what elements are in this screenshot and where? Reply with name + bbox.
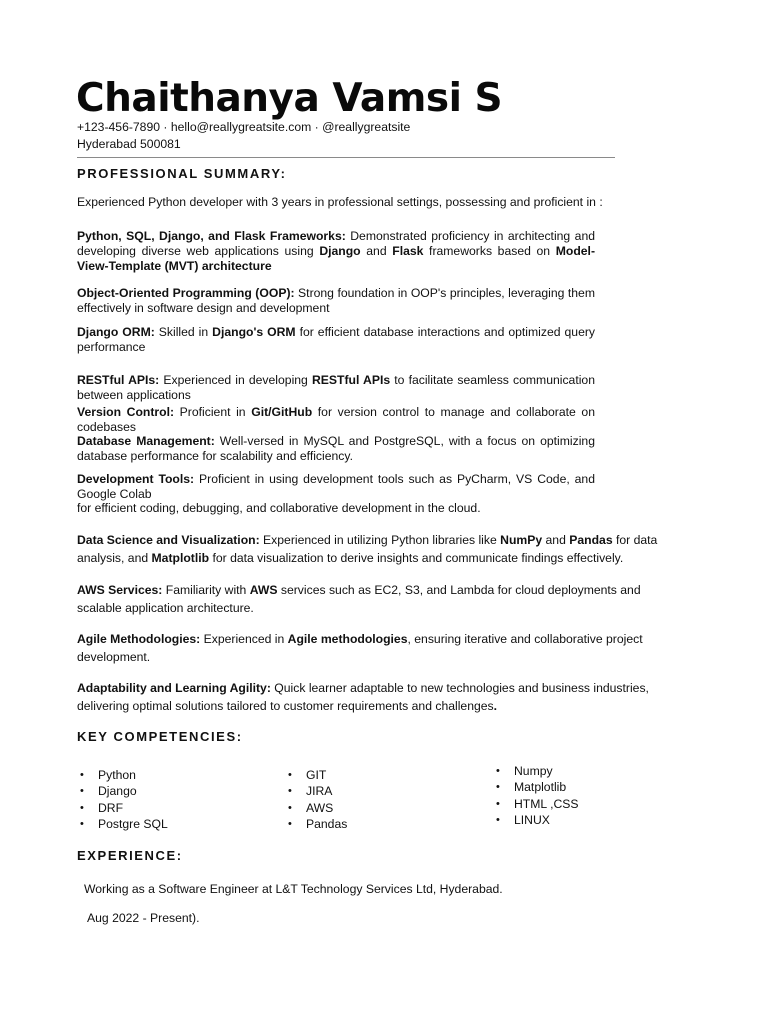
candidate-name: Chaithanya Vamsi S [76,76,503,121]
summary-item-aws: AWS Services: Familiarity with AWS services such as EC2, S3, and Lambda for cloud deployments and scalable application architecture. [77,583,641,615]
summary-item-agile: Agile Methodologies: Experienced in Agile methodologies, ensuring iterative and collaborative project development. [77,632,643,664]
summary-item-data-science: Data Science and Visualization: Experienced in utilizing Python libraries like NumPy and Pandas for data analysis, and Matplotlib for data visualization to derive insights and communicate findings effectively. [77,533,658,565]
list-item: • Django [78,783,168,799]
competencies-heading: KEY COMPETENCIES: [77,729,243,744]
list-item: • DRF [78,800,168,816]
header-divider [77,157,615,158]
summary-intro: Experienced Python developer with 3 years in professional settings, possessing and proficient in : [77,195,603,209]
list-item: • AWS [286,800,347,816]
experience-heading: EXPERIENCE: [77,848,183,863]
list-item: • Postgre SQL [78,816,168,832]
competencies-list-3 [494,763,579,829]
experience-dates: Aug 2022 - Present). [87,911,200,925]
contact-line: +123-456-7890 · hello@reallygreatsite.com · @reallygreatsite [77,120,411,134]
summary-item-version-control: Version Control: Proficient in Git/GitHub for version control to manage and collaborate on codebases [77,405,595,434]
list-item: • Numpy [494,763,579,779]
summary-item-adaptability: Adaptability and Learning Agility: Quick learner adaptable to new technologies and business industries, delivering optimal solutions tailored to customer requirements and challenges. [77,681,649,713]
list-item: • HTML ,CSS [494,796,579,812]
list-item: • Matplotlib [494,779,579,795]
summary-item-tools-cont: for efficient coding, debugging, and collaborative development in the cloud. [77,501,481,515]
summary-item-frameworks: Python, SQL, Django, and Flask Frameworks: Demonstrated proficiency in architecting and developing diverse web applications using Django and Flask frameworks based on Model-View-Template (MVT) architecture [77,229,596,273]
experience-role: Working as a Software Engineer at L&T Technology Services Ltd, Hyderabad. [84,882,503,896]
list-item: • Pandas [286,816,347,832]
competencies-list-1 [78,767,168,833]
summary-heading: PROFESSIONAL SUMMARY: [77,166,287,181]
list-item: • GIT [286,767,347,783]
list-item: • Python [78,767,168,783]
summary-item-database: Database Management: Well-versed in MySQL and PostgreSQL, with a focus on optimizing database performance for scalability and efficiency. [77,434,595,463]
list-item: • JIRA [286,783,347,799]
list-item: • LINUX [494,812,579,828]
competencies-list-2 [286,767,347,833]
summary-item-orm: Django ORM: Skilled in Django's ORM for efficient database interactions and optimized query performance [77,325,595,354]
contact-info [77,119,410,153]
summary-item-tools: Development Tools: Proficient in using development tools such as PyCharm, VS Code, and Google Colab [77,472,595,501]
summary-item-oop: Object-Oriented Programming (OOP): Strong foundation in OOP's principles, leveraging them effectively in software design and development [77,286,595,315]
summary-item-rest: RESTful APIs: Experienced in developing RESTful APIs to facilitate seamless communication between applications [77,373,595,402]
location: Hyderabad 500081 [77,137,181,151]
